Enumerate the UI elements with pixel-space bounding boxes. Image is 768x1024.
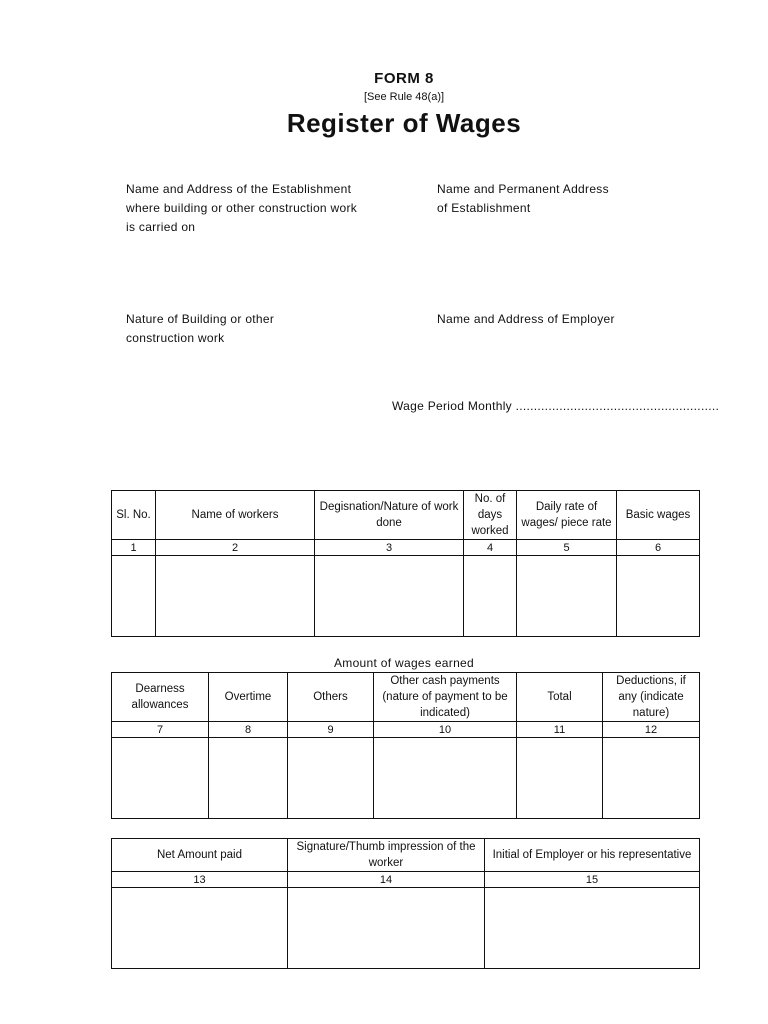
header-daily-rate: Daily rate of wages/ piece rate: [517, 491, 617, 540]
table-header-row: [112, 491, 700, 540]
header-overtime: Overtime: [209, 673, 288, 722]
header-deductions: Deductions, if any (indicate nature): [603, 673, 700, 722]
entry-cell[interactable]: [374, 738, 517, 819]
header-sl-no: Sl. No.: [112, 491, 156, 540]
header-other-cash-payments: Other cash payments (nature of payment to be indicated): [374, 673, 517, 722]
column-number: 6: [617, 540, 700, 556]
entry-cell[interactable]: [156, 556, 315, 637]
nature-of-work-label: Nature of Building or other construction work: [126, 312, 275, 345]
table-row: [112, 888, 700, 969]
wages-table-1: [111, 490, 700, 637]
header-dearness-allowances: Dearness allowances: [112, 673, 209, 722]
entry-cell[interactable]: [288, 738, 374, 819]
entry-cell[interactable]: [485, 888, 700, 969]
employer-name-address-label: Name and Address of Employer: [437, 312, 615, 326]
column-number: 3: [315, 540, 464, 556]
column-number-row: [112, 872, 700, 888]
rule-reference: [See Rule 48(a)]: [363, 91, 445, 103]
table-header-row: [112, 673, 700, 722]
form-number: FORM 8: [374, 70, 434, 87]
table-header-row: [112, 839, 700, 872]
column-number: 9: [288, 722, 374, 738]
entry-cell[interactable]: [517, 738, 603, 819]
entry-cell[interactable]: [209, 738, 288, 819]
column-number: 2: [156, 540, 315, 556]
column-number: 12: [603, 722, 700, 738]
column-number: 14: [288, 872, 485, 888]
entry-cell[interactable]: [603, 738, 700, 819]
entry-cell[interactable]: [288, 888, 485, 969]
amount-of-wages-caption: Amount of wages earned: [333, 656, 475, 670]
entry-cell[interactable]: [617, 556, 700, 637]
header-name-of-workers: Name of workers: [156, 491, 315, 540]
header-days-worked: No. of days worked: [464, 491, 517, 540]
wages-table-2: [111, 672, 700, 819]
wage-period-label: Wage Period Monthly ........................................................: [392, 399, 720, 413]
column-number: 13: [112, 872, 288, 888]
entry-cell[interactable]: [112, 888, 288, 969]
column-number: 11: [517, 722, 603, 738]
header-signature-thumb-impression: Signature/Thumb impression of the worker: [288, 839, 485, 872]
establishment-permanent-address-label: Name and Permanent Address of Establishment: [437, 182, 609, 215]
entry-cell[interactable]: [112, 556, 156, 637]
header-others: Others: [288, 673, 374, 722]
header-designation: Degisnation/Nature of work done: [315, 491, 464, 540]
column-number: 15: [485, 872, 700, 888]
table-row: [112, 738, 700, 819]
table-row: [112, 556, 700, 637]
entry-cell[interactable]: [464, 556, 517, 637]
header-net-amount-paid: Net Amount paid: [112, 839, 288, 872]
entry-cell[interactable]: [112, 738, 209, 819]
column-number: 5: [517, 540, 617, 556]
column-number-row: [112, 722, 700, 738]
entry-cell[interactable]: [517, 556, 617, 637]
column-number: 8: [209, 722, 288, 738]
header-employer-initial: Initial of Employer or his representative: [485, 839, 700, 872]
entry-cell[interactable]: [315, 556, 464, 637]
header-basic-wages: Basic wages: [617, 491, 700, 540]
page-title: Register of Wages: [286, 108, 522, 138]
column-number: 4: [464, 540, 517, 556]
column-number: 7: [112, 722, 209, 738]
column-number-row: [112, 540, 700, 556]
column-number: 10: [374, 722, 517, 738]
header-total: Total: [517, 673, 603, 722]
wages-table-3: [111, 838, 700, 969]
column-number: 1: [112, 540, 156, 556]
establishment-name-address-label: Name and Address of the Establishment where building or other construction work is carried on: [126, 182, 358, 234]
